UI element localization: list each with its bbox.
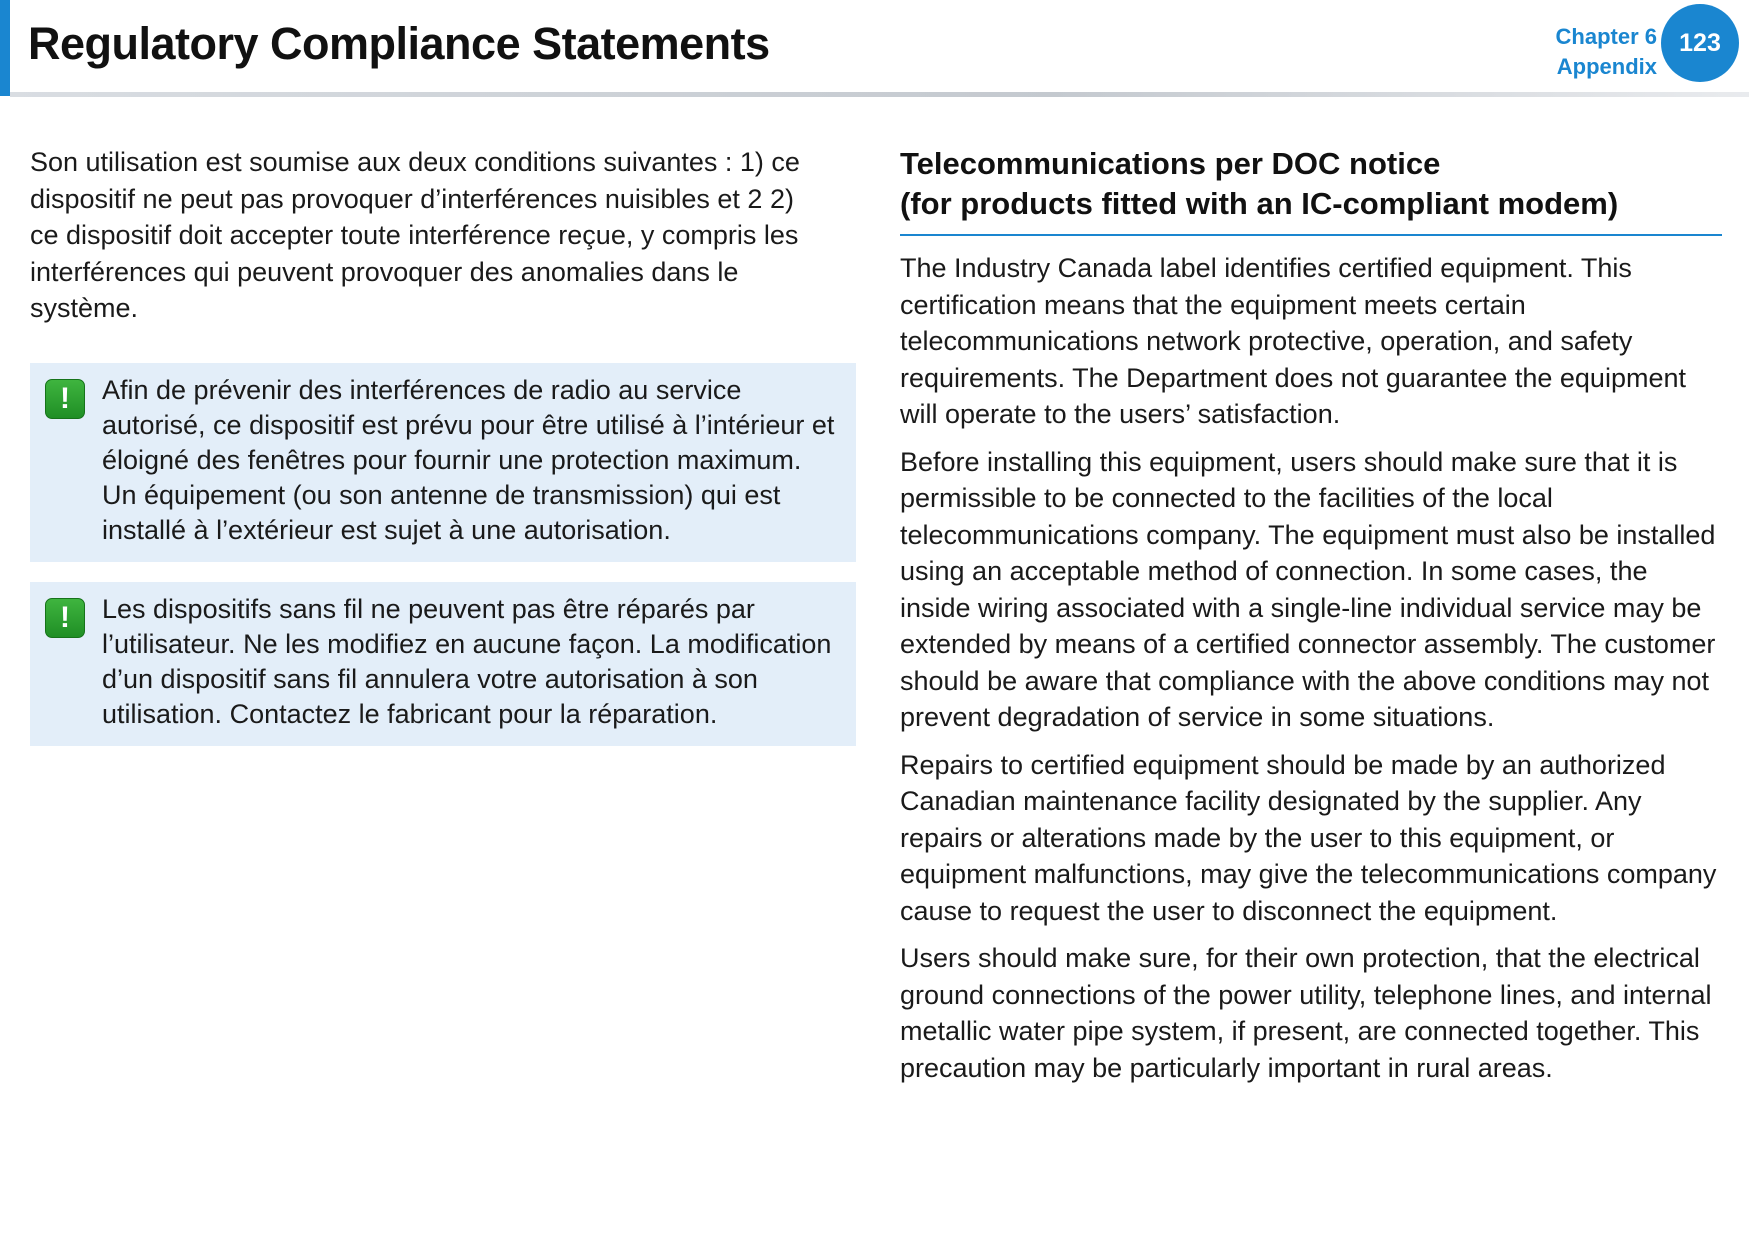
section-label: Appendix: [1556, 54, 1657, 79]
section-heading-line2: (for products fitted with an IC-compliant modem): [900, 186, 1619, 221]
section-heading-line1: Telecommunications per DOC notice: [900, 146, 1441, 181]
body-paragraph: The Industry Canada label identifies certified equipment. This certification means that the equipment meets certain telecommunications network protective, operation, and safety requirements. The Department does not guarantee the equipment will operate to the users’ satisfaction.: [900, 253, 1686, 429]
page-title: Regulatory Compliance Statements: [28, 18, 770, 69]
right-column: [900, 144, 1722, 1097]
note-text: Les dispositifs sans fil ne peuvent pas être réparés par l’utilisateur. Ne les modifiez en aucune façon. La modification d’un dispositif sans fil annulera votre autorisation à son utilisation. Contactez le fabricant pour la réparation.: [102, 593, 832, 729]
header-accent-bar: [0, 0, 10, 96]
chapter-label: Chapter 6: [1555, 24, 1657, 49]
section-heading: [900, 144, 1722, 236]
body-paragraph: Users should make sure, for their own protection, that the electrical ground connections of the power utility, telephone lines, and internal metallic water pipe system, if present, are connected together. This precaution may be particularly important in rural areas.: [900, 943, 1712, 1083]
header-divider: [10, 92, 1749, 97]
body-paragraph: Repairs to certified equipment should be made by an authorized Canadian maintenance facility designated by the supplier. Any repairs or alterations made by the user to this equipment, or equipment malfunctions, may give the telecommunications company cause to request the user to disconnect the equipment.: [900, 749, 1717, 926]
body-paragraph: Before installing this equipment, users should make sure that it is permissible to be connected to the facilities of the local telecommunications company. The equipment must also be installed using an acceptable method of connection. In some cases, the inside wiring associated with a single-line individual service may be extended by means of a certified connector assembly. The customer should be aware that compliance with the above conditions may not prevent degradation of service in some situations.: [900, 446, 1716, 732]
intro-paragraph: Son utilisation est soumise aux deux conditions suivantes : 1) ce dispositif ne peut pas provoquer d’interférences nuisibles et 2 2) ce dispositif doit accepter toute interférence reçue, y compris les interférences qui peuvent provoquer des anomalies dans le système.: [30, 147, 800, 323]
note-box: [30, 363, 856, 562]
note-text: Afin de prévenir des interférences de radio au service autorisé, ce dispositif est prévu pour être utilisé à l’intérieur et éloigné des fenêtres pour fournir une protection maximum. Un équipement (ou son antenne de transmission) qui est installé à l’extérieur est sujet à une autorisation.: [102, 374, 835, 545]
caution-icon: !: [45, 598, 85, 638]
page-number-badge: 123: [1661, 4, 1739, 82]
chapter-info: [1556, 22, 1657, 82]
note-box: [30, 582, 856, 746]
caution-icon: !: [45, 379, 85, 419]
left-column: [30, 144, 856, 766]
